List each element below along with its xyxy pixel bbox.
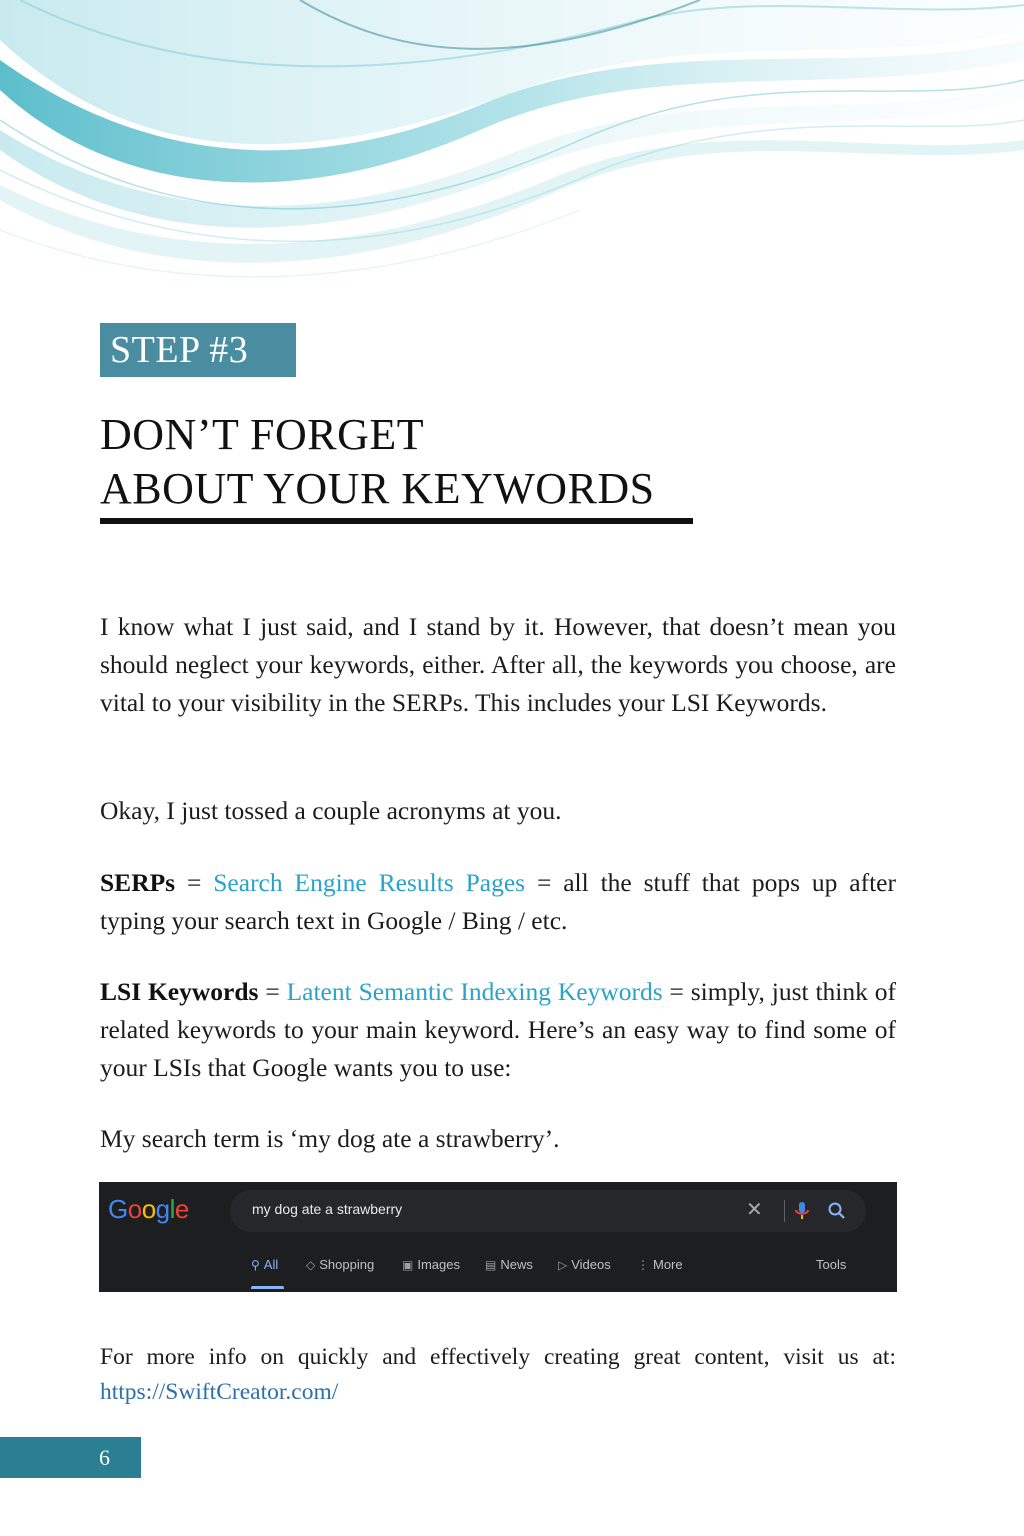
search-query-text: my dog ate a strawberry: [252, 1201, 403, 1217]
search-term-paragraph: My search term is ‘my dog ate a strawberry’.: [100, 1124, 560, 1153]
title-line-1: DON’T FORGET: [100, 410, 425, 459]
tab-videos[interactable]: ▷ Videos: [558, 1257, 611, 1272]
lsi-term: LSI Keywords: [100, 977, 259, 1006]
lsi-description: = simply, just think of related keywords to your main keyword. Here’s an easy way to find some of your LSIs that Google wants you to use:: [100, 977, 896, 1082]
video-icon: ▷: [558, 1258, 568, 1272]
tab-images[interactable]: ▣ Images: [402, 1257, 460, 1272]
google-logo: Google: [108, 1194, 189, 1224]
search-icon: ⚲: [251, 1258, 260, 1272]
serps-paragraph: [100, 864, 896, 940]
search-input[interactable]: [230, 1190, 866, 1232]
footer-text: For more info on quickly and effectively creating great content, visit us at:: [100, 1344, 896, 1370]
footer-paragraph: [100, 1340, 896, 1410]
tab-news[interactable]: ▤ News: [485, 1257, 533, 1272]
tab-more[interactable]: ⋮ More: [637, 1257, 683, 1272]
tools-button[interactable]: Tools: [816, 1257, 847, 1272]
serps-term: SERPs: [100, 868, 176, 897]
tag-icon: ◇: [306, 1258, 316, 1272]
lsi-paragraph: [100, 973, 896, 1087]
decorative-wave-header: [0, 0, 1024, 300]
title-underline-divider: [100, 518, 693, 524]
more-vert-icon: ⋮: [637, 1258, 649, 1272]
title-line-2: ABOUT YOUR KEYWORDS: [100, 464, 655, 513]
lsi-definition-link[interactable]: Latent Semantic Indexing Keywords: [286, 977, 663, 1006]
search-divider: [784, 1200, 785, 1222]
serps-equals: =: [175, 868, 214, 897]
page-number: 6: [0, 1437, 141, 1478]
intro-paragraph: I know what I just said, and I stand by it. However, that doesn’t mean you should neglect your keywords, either. After all, the keywords you choose, are vital to your visibility in the SERPs. This includes your LSI Keywords.: [100, 612, 896, 717]
lsi-equals: =: [258, 977, 287, 1006]
google-search-screenshot: [99, 1182, 897, 1292]
acronyms-paragraph: Okay, I just tossed a couple acronyms at you.: [100, 796, 562, 825]
serps-description: = all the stuff that pops up after typing your search text in Google / Bing / etc.: [100, 868, 896, 935]
close-icon[interactable]: ✕: [746, 1199, 763, 1221]
search-icon[interactable]: [827, 1201, 847, 1221]
tab-shopping[interactable]: ◇ Shopping: [306, 1257, 375, 1272]
image-icon: ▣: [402, 1258, 414, 1272]
news-icon: ▤: [485, 1258, 497, 1272]
step-badge: STEP #3: [100, 323, 296, 377]
active-tab-indicator: [251, 1286, 284, 1289]
microphone-icon[interactable]: [792, 1200, 812, 1222]
tab-all[interactable]: ⚲ All: [251, 1257, 279, 1272]
footer-url-link[interactable]: https://SwiftCreator.com/: [100, 1379, 339, 1405]
page-title: [100, 408, 655, 516]
search-tabs: [99, 1256, 897, 1280]
serps-definition-link[interactable]: Search Engine Results Pages: [213, 868, 526, 897]
